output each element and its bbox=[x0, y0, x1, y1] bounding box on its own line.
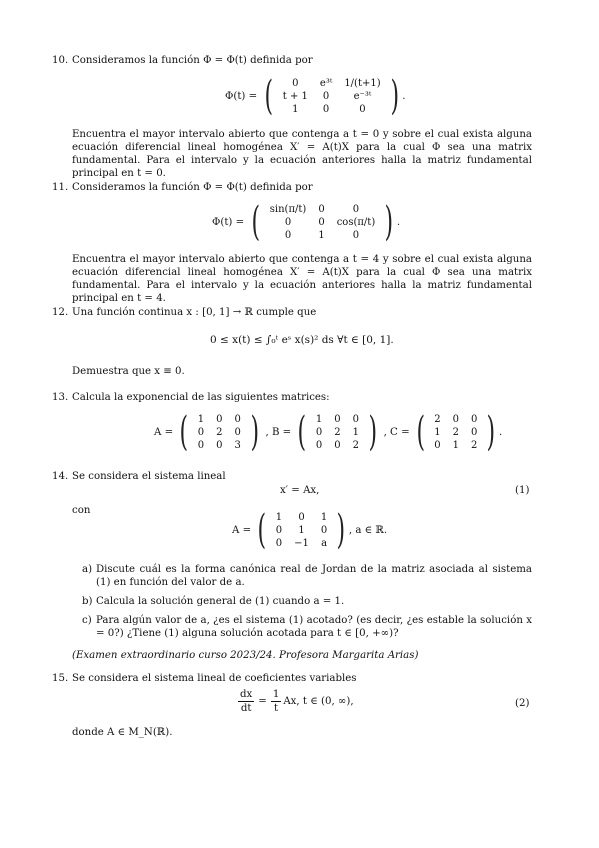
fraction-denominator: t bbox=[274, 703, 279, 714]
matrix-cell: 2 bbox=[452, 426, 459, 438]
matrix-cell: 0 bbox=[234, 413, 241, 425]
matrix-cell: 1 bbox=[452, 439, 459, 451]
problem-13-number: 13. bbox=[52, 392, 69, 403]
subitem-c-text: Para algún valor de a, ¿es el sistema (1) acotado? (es decir, ¿es estable la solución x = 0?) ¿Tiene (1) alguna solución acotada para t ∈ [0, +∞)? bbox=[96, 615, 532, 639]
matrix-cell: 1 bbox=[298, 524, 305, 536]
problem-11-lhs: Φ(t) = bbox=[212, 216, 245, 228]
equation-rest: Ax, t ∈ (0, ∞), bbox=[283, 696, 354, 707]
matrix-cell: 0 bbox=[322, 103, 330, 115]
equation-number-1: (1) bbox=[515, 485, 530, 496]
matrix-cell: 2 bbox=[216, 426, 223, 438]
problem-11-text: Encuentra el mayor intervalo abierto que contenga a t = 4 y sobre el cual exista alguna ecuación diferencial lineal homogénea X′ = A(t)X para la cual Φ sea una matrix fundamental. Para el intervalo y la ecuación anteriores halla la matriz fundamental principal en t = 4. bbox=[72, 254, 532, 304]
matrix-row bbox=[192, 426, 247, 439]
matrix-cell: 0 bbox=[284, 216, 292, 228]
matrix-cell: 0 bbox=[318, 203, 325, 215]
matrix-cell: 1 bbox=[315, 413, 323, 425]
matrix-b-label: , B = bbox=[265, 426, 292, 438]
matrix-cell: 0 bbox=[352, 229, 360, 241]
problem-12-text: Demuestra que x ≡ 0. bbox=[72, 366, 185, 377]
matrix-cell: 0 bbox=[470, 426, 478, 438]
problem-11-end: . bbox=[396, 216, 401, 228]
matrix-c-label: , C = bbox=[383, 426, 410, 438]
right-paren: ) bbox=[390, 73, 399, 119]
matrix-cell: 1 bbox=[352, 426, 359, 438]
problem-14-con: con bbox=[72, 505, 91, 516]
matrix-cell: 0 bbox=[359, 103, 366, 115]
matrix-row bbox=[310, 426, 365, 439]
matrix-row bbox=[264, 216, 381, 229]
matrix-cell: 0 bbox=[298, 511, 305, 523]
matrix-cell: 0 bbox=[197, 439, 205, 451]
problem-11-matrix-equation bbox=[212, 199, 401, 245]
matrix-row bbox=[310, 439, 365, 452]
problem-12-formula: 0 ≤ x(t) ≤ ∫₀ᵗ eˢ x(s)² ds ∀t ∈ [0, 1]. bbox=[210, 334, 394, 346]
problem-13-matrices bbox=[154, 409, 503, 455]
matrix-cell: 0 bbox=[275, 537, 283, 549]
problem-10-lhs: Φ(t) = bbox=[225, 90, 258, 102]
fraction-1-t bbox=[271, 688, 281, 715]
left-paren: ( bbox=[257, 507, 267, 553]
equals-sign: = bbox=[258, 696, 267, 707]
matrix-cell: a bbox=[321, 537, 328, 549]
matrix-cell: 0 bbox=[315, 439, 323, 451]
matrix-cell: 0 bbox=[315, 426, 323, 438]
matrix-cell: 2 bbox=[434, 413, 441, 425]
matrix-cell: 0 bbox=[452, 413, 459, 425]
fraction-numerator: dx bbox=[240, 689, 253, 700]
problem-14-a-tail: , a ∈ ℝ. bbox=[348, 524, 388, 536]
left-paren: ( bbox=[297, 409, 307, 455]
right-paren: ) bbox=[336, 507, 346, 553]
problem-12-intro: Una función continua x : [0, 1] → ℝ cumple que bbox=[72, 307, 317, 318]
matrix-cell: 1 bbox=[197, 413, 205, 425]
problem-14-matrix-equation bbox=[232, 507, 388, 553]
matrix-cell: 2 bbox=[352, 439, 359, 451]
problem-10-intro: Consideramos la función Φ = Φ(t) definida por bbox=[72, 55, 313, 66]
fraction-denominator: dt bbox=[240, 703, 252, 714]
matrix-cell: cos(π/t) bbox=[336, 216, 376, 228]
subitem-b-label: b) bbox=[82, 596, 93, 607]
matrix-cell: 1 bbox=[292, 103, 299, 115]
matrix-row bbox=[270, 524, 334, 537]
matrix-cell: t + 1 bbox=[282, 90, 308, 102]
problem-14-equation: x′ = Ax, bbox=[280, 485, 320, 496]
matrix-row bbox=[264, 203, 381, 216]
problem-10-matrix-equation bbox=[225, 73, 406, 119]
problem-14-matrix bbox=[270, 511, 334, 550]
matrix-c bbox=[428, 413, 483, 452]
matrix-cell: 0 bbox=[334, 439, 341, 451]
matrix-row bbox=[428, 426, 483, 439]
matrix-row bbox=[270, 537, 334, 550]
problem-12-number: 12. bbox=[52, 307, 69, 318]
subitem-c-label: c) bbox=[82, 615, 92, 626]
matrix-cell: sin(π/t) bbox=[269, 203, 307, 215]
problem-14-a-label: A = bbox=[232, 524, 252, 536]
right-paren: ) bbox=[368, 409, 378, 455]
left-paren: ( bbox=[179, 409, 189, 455]
matrix-row bbox=[270, 511, 334, 524]
equation-number-2: (2) bbox=[515, 698, 530, 709]
problem-15-equation bbox=[238, 688, 354, 715]
matrix-a bbox=[192, 413, 247, 452]
matrix-b bbox=[310, 413, 365, 452]
subitem-a-text: Discute cuál es la forma canónica real de Jordan de la matriz asociada al sistema (1) en función del valor de a. bbox=[96, 564, 532, 588]
problem-11-number: 11. bbox=[52, 182, 69, 193]
left-paren: ( bbox=[416, 409, 425, 455]
matrix-row bbox=[277, 90, 387, 103]
problem-14-intro: Se considera el sistema lineal bbox=[72, 471, 226, 482]
matrix-cell: 0 bbox=[318, 216, 325, 228]
matrix-row bbox=[310, 413, 365, 426]
left-paren: ( bbox=[251, 199, 261, 245]
problem-10-number: 10. bbox=[52, 55, 69, 66]
matrix-row bbox=[192, 413, 247, 426]
matrix-row bbox=[277, 103, 387, 116]
problem-13-end: . bbox=[498, 426, 503, 438]
matrix-row bbox=[264, 229, 381, 242]
matrix-cell: 0 bbox=[322, 90, 330, 102]
matrix-cell: 0 bbox=[234, 426, 241, 438]
matrix-cell: 1 bbox=[275, 511, 283, 523]
problem-11-matrix bbox=[264, 203, 381, 242]
right-paren: ) bbox=[486, 409, 496, 455]
matrix-cell: 0 bbox=[284, 229, 292, 241]
problem-10-text: Encuentra el mayor intervalo abierto que contenga a t = 0 y sobre el cual exista alguna ecuación diferencial lineal homogénea X′ = A(t)X para la cual Φ sea una matrix fundamental. Para el intervalo y la ecuación anteriores halla la matriz fundamental principal en t = 0. bbox=[72, 129, 532, 179]
matrix-cell: −1 bbox=[294, 537, 309, 549]
right-paren: ) bbox=[384, 199, 394, 245]
exam-note: (Examen extraordinario curso 2023/24. Profesora Margarita Arias) bbox=[72, 650, 419, 661]
matrix-cell: 0 bbox=[292, 77, 299, 89]
matrix-cell: 0 bbox=[352, 413, 359, 425]
left-paren: ( bbox=[264, 73, 274, 119]
matrix-cell: 0 bbox=[320, 524, 328, 536]
matrix-cell: 1 bbox=[320, 511, 328, 523]
matrix-cell: 1/(t+1) bbox=[344, 77, 381, 89]
problem-15-text: donde A ∈ M_N(ℝ). bbox=[72, 727, 173, 738]
matrix-cell: 2 bbox=[334, 426, 341, 438]
right-paren: ) bbox=[250, 409, 259, 455]
matrix-cell: 0 bbox=[352, 203, 360, 215]
matrix-a-label: A = bbox=[154, 426, 174, 438]
matrix-cell: 1 bbox=[318, 229, 325, 241]
matrix-cell: 0 bbox=[275, 524, 283, 536]
matrix-cell: 0 bbox=[334, 413, 341, 425]
matrix-row bbox=[192, 439, 247, 452]
problem-11-intro: Consideramos la función Φ = Φ(t) definida por bbox=[72, 182, 313, 193]
matrix-cell: e⁻³ᵗ bbox=[353, 90, 372, 102]
matrix-row bbox=[428, 413, 483, 426]
matrix-cell: 0 bbox=[216, 439, 223, 451]
matrix-row bbox=[277, 77, 387, 90]
problem-15-number: 15. bbox=[52, 673, 69, 684]
matrix-cell: 0 bbox=[470, 413, 478, 425]
problem-13-intro: Calcula la exponencial de las siguientes matrices: bbox=[72, 392, 330, 403]
fraction-dx-dt bbox=[238, 688, 254, 715]
matrix-cell: 3 bbox=[234, 439, 241, 451]
fraction-numerator: 1 bbox=[272, 689, 280, 700]
matrix-cell: 0 bbox=[434, 439, 441, 451]
problem-15-intro: Se considera el sistema lineal de coeficientes variables bbox=[72, 673, 357, 684]
matrix-row bbox=[428, 439, 483, 452]
subitem-a-label: a) bbox=[82, 564, 93, 575]
matrix-cell: 0 bbox=[216, 413, 223, 425]
matrix-cell: 2 bbox=[470, 439, 478, 451]
matrix-cell: 0 bbox=[197, 426, 205, 438]
matrix-cell: e³ᵗ bbox=[319, 77, 333, 89]
matrix-cell: 1 bbox=[434, 426, 441, 438]
problem-10-end: . bbox=[402, 90, 406, 102]
subitem-b-text: Calcula la solución general de (1) cuando a = 1. bbox=[96, 596, 345, 607]
problem-14-number: 14. bbox=[52, 471, 69, 482]
problem-10-matrix bbox=[277, 77, 387, 116]
